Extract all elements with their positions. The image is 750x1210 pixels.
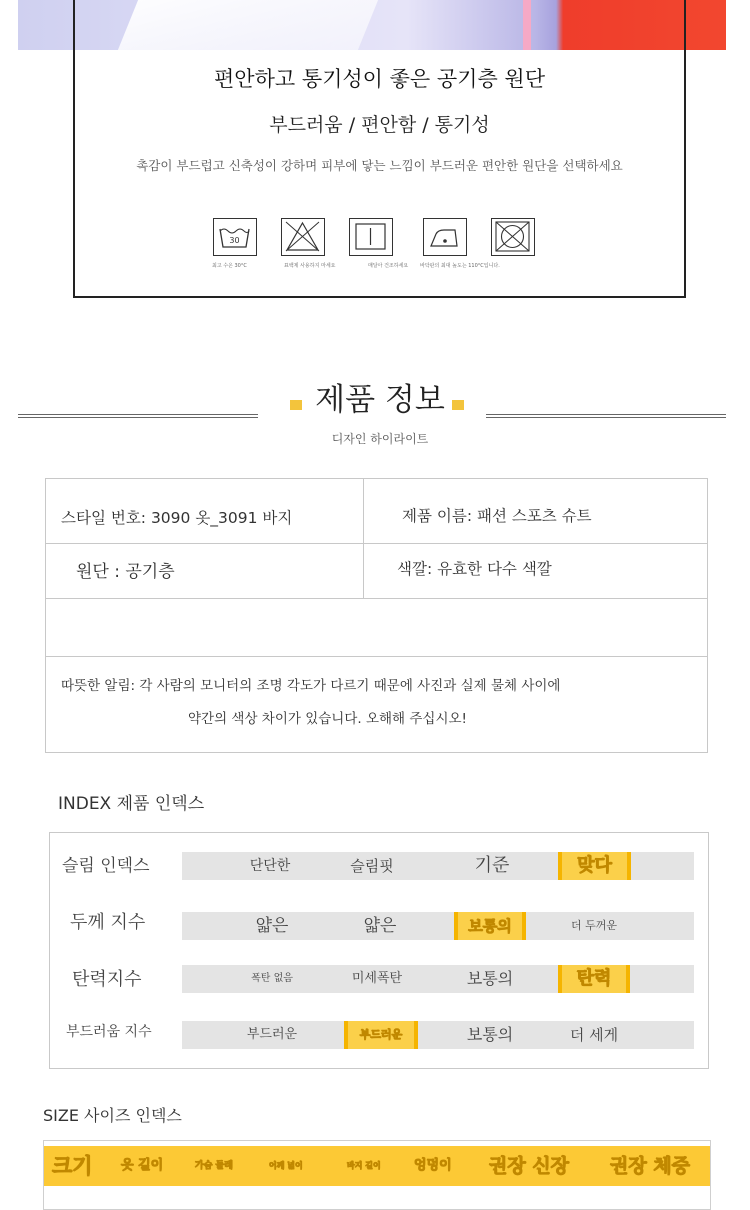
index-row-label: 탄력지수: [72, 969, 142, 990]
index-row-bar: [182, 965, 694, 993]
notice-line-1: 따뜻한 알림: 각 사람의 모니터의 조명 각도가 다르기 때문에 사진과 실제 물체 사이에: [61, 678, 561, 694]
line-dry-icon: [349, 218, 393, 256]
index-option: 더 두꺼운: [570, 919, 617, 932]
index-option: 슬림핏: [350, 857, 394, 875]
size-header-cell: 엉덩이: [414, 1158, 452, 1173]
index-row-label: 부드러움 지수: [66, 1024, 152, 1040]
index-option-selected: 탄력: [558, 965, 630, 993]
index-row-label: 슬림 인덱스: [62, 856, 150, 876]
care-title: 편안하고 통기성이 좋은 공기층 원단: [214, 67, 545, 91]
dry-note: 매달아 건조하세요: [368, 263, 409, 269]
index-option: 보통의: [466, 1025, 514, 1044]
index-option: 단단한: [249, 858, 291, 874]
index-option: 부드러운: [246, 1027, 298, 1042]
section-divider-left: [18, 414, 258, 418]
fabric-info: 원단 : 공기층: [76, 562, 175, 582]
size-header-cell: 어깨 넓이: [269, 1161, 303, 1170]
section-title: 제품 정보: [290, 374, 470, 419]
bleach-note: 표백제 사용하지 마세요: [284, 263, 336, 269]
section-subtitle: 디자인 하이라이트: [331, 432, 429, 446]
index-title: INDEX 제품 인덱스: [58, 794, 205, 814]
size-header-cell: 권장 신장: [489, 1155, 570, 1177]
no-tumble-dry-icon: [491, 218, 535, 256]
size-title: SIZE 사이즈 인덱스: [43, 1106, 182, 1125]
index-row-bar: [182, 852, 694, 880]
style-number: 스타일 번호: 3090 옷_3091 바지: [61, 509, 293, 527]
care-description: 촉감이 부드럽고 신축성이 강하며 피부에 닿는 느낌이 부드러운 편안한 원단을 선택하세요: [136, 158, 623, 173]
section-divider-right: [486, 414, 726, 418]
care-subtitle: 부드러움 / 편안함 / 통기성: [269, 114, 490, 136]
product-name: 제품 이름: 패션 스포츠 슈트: [402, 507, 592, 525]
size-header-row: [44, 1146, 710, 1186]
index-option-selected: 보통의: [454, 912, 526, 940]
index-option: 더 세게: [569, 1026, 619, 1044]
index-option-selected: 부드러운: [344, 1021, 418, 1049]
notice-line-2: 약간의 색상 차이가 있습니다. 오해해 주십시오!: [188, 711, 467, 727]
size-header-cell: 바지 길이: [347, 1161, 381, 1170]
wash-30-icon: [213, 218, 257, 256]
wash-note: 최고 수온 30°C: [212, 263, 247, 269]
index-row-bar: [182, 912, 694, 940]
color-info: 색깔: 유효한 다수 색깔: [397, 560, 552, 578]
iron-low-icon: [423, 218, 467, 256]
index-option: 폭탄 없음: [251, 973, 293, 984]
size-header-cell: 가슴 둘레: [195, 1161, 233, 1171]
iron-note: 바닥판의 최대 높도는 110°C입니다.: [420, 263, 500, 269]
size-header-cell: 크기: [52, 1154, 93, 1178]
index-row-bar: [182, 1021, 694, 1049]
index-option-selected: 맞다: [558, 852, 631, 880]
svg-text:30: 30: [229, 236, 240, 245]
no-bleach-icon: [281, 218, 325, 256]
index-option: 얇은: [255, 916, 289, 936]
index-option: 기준: [474, 855, 510, 876]
index-option: 미세폭탄: [351, 971, 403, 986]
index-option: 보통의: [466, 969, 514, 988]
index-row-label: 두께 지수: [70, 912, 146, 933]
size-header-cell: 권장 체중: [610, 1155, 691, 1177]
size-header-cell: 옷 길이: [121, 1158, 164, 1173]
index-option: 얇은: [363, 916, 397, 936]
